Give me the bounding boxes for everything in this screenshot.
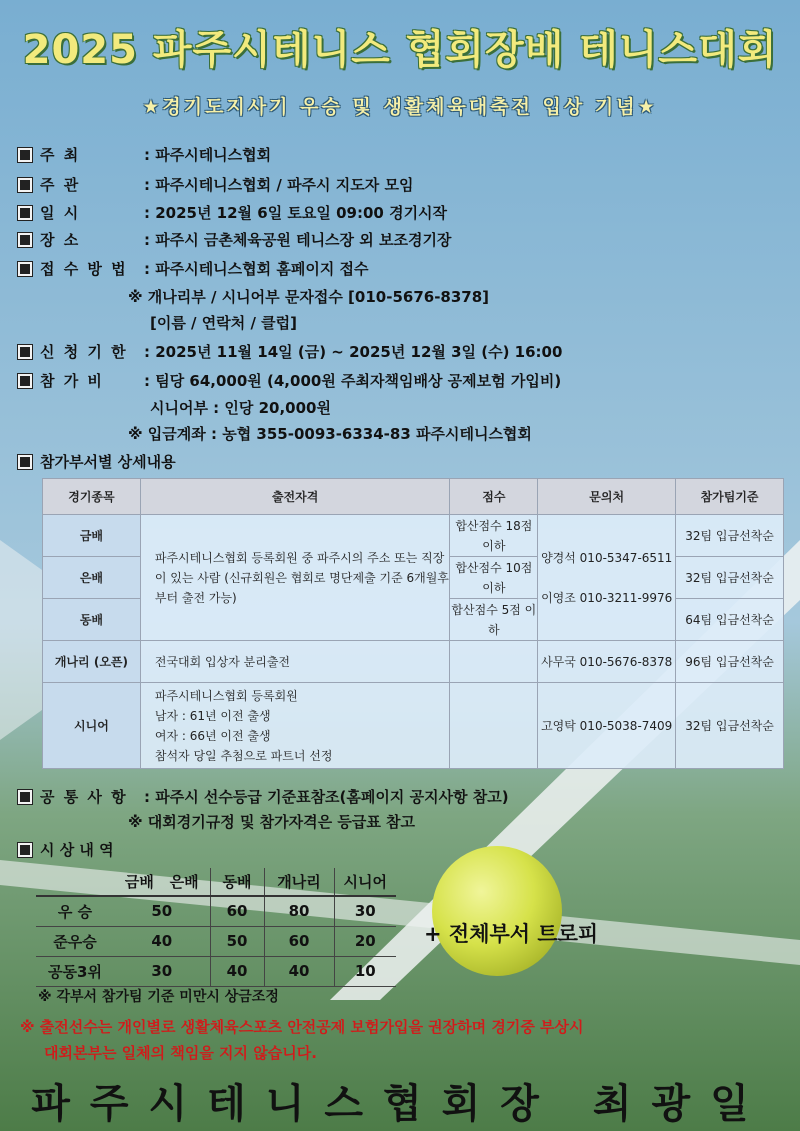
common-rules: 공 통 사 항 : 파주시 선수등급 기준표참조(홈페이지 공지사항 참고) xyxy=(18,786,509,807)
contact-cell: 사무국 010-5676-8378 xyxy=(538,641,676,683)
prize-rank: 우 승 xyxy=(36,896,114,926)
table-header-row xyxy=(43,479,784,515)
division-detail-table xyxy=(42,478,784,769)
square-bullet-icon xyxy=(18,206,32,220)
info-organizer: 주 관 : 파주시테니스협회 / 파주시 지도자 모임 xyxy=(18,174,413,195)
table-header: 출전자격 xyxy=(140,479,450,515)
info-fee: 참 가 비 : 팀당 64,000원 (4,000원 주최자책임배상 공제보험 가입비) xyxy=(18,370,561,391)
contact-1: 양경석 010-5347-6511 xyxy=(541,550,673,565)
division-name: 동배 xyxy=(43,599,141,641)
square-bullet-icon xyxy=(18,374,32,388)
prize-row: 공동3위 30 40 40 10 xyxy=(36,956,396,986)
prize-rank: 준우승 xyxy=(36,926,114,956)
square-bullet-icon xyxy=(18,178,32,192)
prize-heading: 시 상 내 역 xyxy=(18,839,114,860)
fee-senior: 시니어부 : 인당 20,000원 xyxy=(150,399,331,417)
apply-note-format: [이름 / 연락처 / 클럽] xyxy=(150,314,297,332)
table-header: 참가팀기준 xyxy=(676,479,784,515)
score-cell: 합산점수 5점 이하 xyxy=(450,599,538,641)
qualification-cell: 파주시테니스협회 등록회원 중 파주시의 주소 또는 직장이 있는 사람 (신규회원은 협회로 명단제출 기준 6개월후 부터 출전 가능) xyxy=(140,515,450,641)
info-venue: 장 소 : 파주시 금촌체육공원 테니스장 외 보조경기장 xyxy=(18,229,451,250)
prize-rank: 공동3위 xyxy=(36,956,114,986)
trophy-note: + 전체부서 트로피 xyxy=(424,922,599,946)
square-bullet-icon xyxy=(18,455,32,469)
poster-subtitle: ★경기도지사기 우승 및 생활체육대축전 입상 기념★ xyxy=(142,96,658,118)
tennis-ball-image xyxy=(432,846,562,976)
qualification-cell: 파주시테니스협회 등록회원 남자 : 61년 이전 출생 여자 : 66년 이전 출생 참석자 당일 추첨으로 파트너 선정 xyxy=(140,683,450,769)
square-bullet-icon xyxy=(18,233,32,247)
prize-header: 시니어 xyxy=(334,868,396,896)
division-name: 은배 xyxy=(43,557,141,599)
liability-warning: 대회본부는 일체의 책임을 지지 않습니다. xyxy=(44,1044,317,1062)
info-date: 일 시 : 2025년 12월 6일 토요일 09:00 경기시작 xyxy=(18,202,447,223)
score-cell xyxy=(450,641,538,683)
contact-cell xyxy=(538,515,676,641)
info-apply: 접 수 방 법 : 파주시테니스협회 홈페이지 접수 xyxy=(18,258,369,279)
footer-signature: 파주시테니스협회장 최광일 xyxy=(31,1081,769,1127)
poster-title: 2025 파주시테니스 협회장배 테니스대회 xyxy=(22,27,778,73)
division-name: 개나리 (오픈) xyxy=(43,641,141,683)
table-row xyxy=(43,641,784,683)
square-bullet-icon xyxy=(18,148,32,162)
prize-adjust-note: ※ 각부서 참가팀 기준 미만시 상금조정 xyxy=(38,989,279,1005)
contact-cell: 고영탁 010-5038-7409 xyxy=(538,683,676,769)
square-bullet-icon xyxy=(18,790,32,804)
division-name: 시니어 xyxy=(43,683,141,769)
square-bullet-icon xyxy=(18,843,32,857)
quota-cell: 96팀 입금선착순 xyxy=(676,641,784,683)
score-cell: 합산점수 18점 이하 xyxy=(450,515,538,557)
prize-row: 우 승 50 60 80 30 xyxy=(36,896,396,926)
score-cell xyxy=(450,683,538,769)
prize-row: 준우승 40 50 60 20 xyxy=(36,926,396,956)
contact-2: 이영조 010-3211-9976 xyxy=(541,590,673,605)
insurance-warning: ※ 출전선수는 개인별로 생활체육스포츠 안전공제 보험가입을 권장하며 경기중 부상시 xyxy=(20,1018,584,1036)
table-header: 문의처 xyxy=(538,479,676,515)
prize-header: 금배 은배 xyxy=(114,868,210,896)
division-name: 금배 xyxy=(43,515,141,557)
prize-header: 개나리 xyxy=(264,868,334,896)
table-row xyxy=(43,515,784,557)
info-host: 주 최 : 파주시테니스협회 xyxy=(18,144,271,165)
prize-header: 동배 xyxy=(210,868,264,896)
square-bullet-icon xyxy=(18,345,32,359)
detail-heading: 참가부서별 상세내용 xyxy=(18,451,176,472)
quota-cell: 32팀 입금선착순 xyxy=(676,515,784,557)
score-cell: 합산점수 10점 이하 xyxy=(450,557,538,599)
fee-account: ※ 입금계좌 : 농협 355-0093-6334-83 파주시테니스협회 xyxy=(128,425,532,443)
qualification-cell: 전국대회 입상자 분리출전 xyxy=(140,641,450,683)
quota-cell: 32팀 입금선착순 xyxy=(676,557,784,599)
square-bullet-icon xyxy=(18,262,32,276)
common-note: ※ 대회경기규정 및 참가자격은 등급표 참고 xyxy=(128,813,416,831)
info-period: 신 청 기 한 : 2025년 11월 14일 (금) ~ 2025년 12월 3일 (수) 16:00 xyxy=(18,341,562,362)
prize-table xyxy=(36,868,396,987)
prize-header-row xyxy=(36,868,396,896)
quota-cell: 32팀 입금선착순 xyxy=(676,683,784,769)
table-header: 경기종목 xyxy=(43,479,141,515)
table-header: 점수 xyxy=(450,479,538,515)
apply-note-sms: ※ 개나리부 / 시니어부 문자접수 [010-5676-8378] xyxy=(128,288,490,306)
quota-cell: 64팀 입금선착순 xyxy=(676,599,784,641)
table-row xyxy=(43,683,784,769)
